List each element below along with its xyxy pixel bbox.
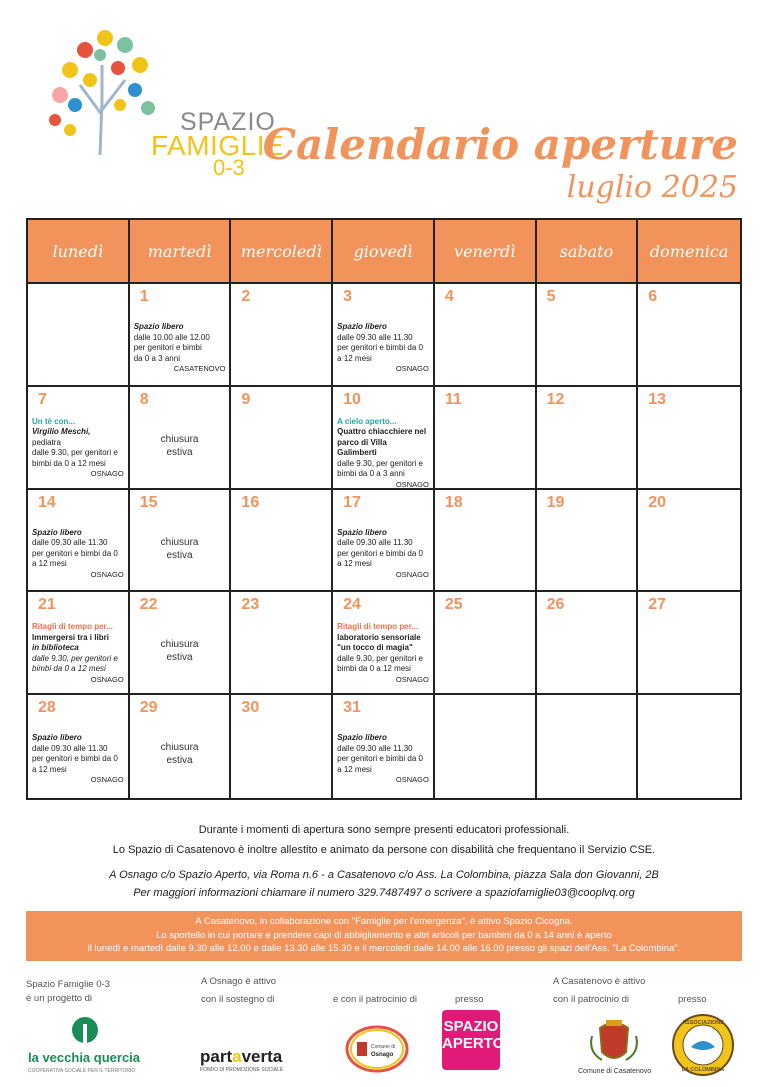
calendar-grid xyxy=(26,218,742,800)
event-block xyxy=(337,622,429,685)
day-number: 29 xyxy=(139,699,158,717)
event-location: OSNAGO xyxy=(90,775,124,785)
event-block xyxy=(32,622,124,685)
day-number: 30 xyxy=(241,699,260,717)
day-number: 11 xyxy=(444,390,462,408)
day-number: 17 xyxy=(343,493,361,511)
footer-project-line2: è un progetto di xyxy=(26,993,93,1004)
day-cell xyxy=(28,592,130,695)
event-detail-line: dalle 10.00 alle 12.00 xyxy=(133,332,210,342)
day-number: 26 xyxy=(546,596,565,614)
day-cell xyxy=(231,490,333,593)
event-title-line: "un tocco di magia" xyxy=(337,643,413,653)
event-block xyxy=(32,733,124,786)
event-detail-line: a 12 mesi xyxy=(32,559,67,569)
event-detail-line: a 12 mesi xyxy=(337,353,372,363)
logo-line-famiglie: FAMIGLIE xyxy=(151,130,285,161)
info-line-addresses: A Osnago c/o Spazio Aperto, via Roma n.6 - a Casatenovo c/o Ass. La Colombina, piazza Sala don Giovanni, 2B xyxy=(109,869,659,881)
day-cell xyxy=(130,695,232,798)
comune-osnago-logo xyxy=(345,1024,409,1074)
event-detail-line: a 12 mesi xyxy=(337,764,372,774)
day-cell xyxy=(28,695,130,798)
casatenovo-crest-icon xyxy=(578,1016,650,1066)
day-cell xyxy=(435,695,537,798)
event-detail-line: bimbi da 0 a 12 mesi xyxy=(337,664,411,674)
page-subtitle: luglio 2025 xyxy=(566,170,738,205)
event-block xyxy=(337,733,429,786)
event-detail-line: per genitori e bimbi da 0 xyxy=(337,343,423,352)
event-title-line: Quattro chiacchiere nel xyxy=(337,427,427,437)
banner-line-1: A Casatenovo, in collaborazione con "Famiglie per l'emergenza", è attivo Spazio Cicogna. xyxy=(195,916,573,927)
event-location: OSNAGO xyxy=(90,569,124,579)
osnago-name-text: Osnago xyxy=(371,1052,394,1058)
event-detail-line: dalle 09.30 alle 11.30 xyxy=(32,743,108,753)
day-number: 5 xyxy=(546,288,556,305)
day-number xyxy=(648,697,736,719)
event-location: OSNAGO xyxy=(395,479,429,489)
day-header-wednesday: mercoledì xyxy=(231,220,333,284)
info-line-educators: Durante i momenti di apertura sono sempre presenti educatori professionali. xyxy=(198,824,570,836)
day-cell xyxy=(638,695,740,798)
closed-notice xyxy=(130,433,230,459)
day-number: 21 xyxy=(38,596,56,614)
event-location: OSNAGO xyxy=(90,469,124,479)
closed-line: chiusura xyxy=(160,536,199,548)
pa-subtitle: FONDO DI PROMOZIONE SOCIALE xyxy=(200,1067,284,1073)
footer-project-line1: Spazio Famiglie 0-3 xyxy=(26,979,110,990)
closed-notice xyxy=(130,536,230,562)
event-detail-line: per genitori e bimbi xyxy=(133,343,202,352)
banner-line-3: il lunedì e martedì dalle 9.30 alle 12.00 e dalle 13.30 alle 15.30 e il mercoledì dalle 14.00 alle 16.00 presso gli spazi dell'Ass. "La Colombina". xyxy=(87,943,681,954)
event-detail-line: per genitori e bimbi da 0 xyxy=(337,548,423,558)
closed-notice xyxy=(130,638,230,664)
footer-casatenovo-line1: A Casatenovo è attivo xyxy=(553,976,646,987)
closed-line: chiusura xyxy=(160,742,199,754)
page-title: Calendario aperture xyxy=(262,120,738,169)
event-title: Spazio libero xyxy=(133,322,184,331)
closed-line: chiusura xyxy=(160,433,199,445)
day-number: 23 xyxy=(241,596,260,614)
day-cell xyxy=(537,592,639,695)
day-cell xyxy=(537,387,639,490)
day-header-saturday: sabato xyxy=(537,220,639,284)
day-cell xyxy=(638,592,740,695)
footer-presso-label-2: presso xyxy=(678,994,707,1005)
event-title-line: parco di Villa xyxy=(337,437,387,447)
closed-line: estiva xyxy=(166,549,193,561)
day-cell xyxy=(537,490,639,593)
closed-line: estiva xyxy=(166,755,193,767)
day-number xyxy=(445,697,531,719)
day-number: 18 xyxy=(444,493,463,511)
day-cell xyxy=(537,284,639,387)
day-cell xyxy=(435,490,537,593)
day-number: 22 xyxy=(139,596,158,614)
day-header-monday: lunedì xyxy=(28,220,130,284)
event-location: OSNAGO xyxy=(395,775,429,785)
event-title: Spazio libero xyxy=(337,322,387,331)
event-detail-line: per genitori e bimbi da 0 xyxy=(337,754,423,764)
day-cell xyxy=(333,490,435,593)
event-detail-line: dalle 9.30, per genitori e xyxy=(337,653,423,663)
la-colombina-logo xyxy=(671,1013,735,1077)
closed-line: estiva xyxy=(166,652,193,664)
event-block xyxy=(32,528,124,581)
event-tag: Ritagli di tempo per... xyxy=(32,622,113,632)
event-block xyxy=(337,528,429,581)
tree-hands-icon xyxy=(30,20,170,160)
osnago-small-text: Comune di xyxy=(371,1044,396,1050)
event-location: OSNAGO xyxy=(395,569,429,579)
day-cell xyxy=(333,592,435,695)
event-title-line: Galimberti xyxy=(337,448,377,458)
day-number: 9 xyxy=(241,390,251,408)
day-cell xyxy=(333,284,435,387)
event-title: Spazio libero xyxy=(337,527,387,537)
day-cell xyxy=(231,284,333,387)
event-detail-line: a 12 mesi xyxy=(337,559,372,569)
event-tag: Ritagli di tempo per... xyxy=(337,622,419,632)
day-cell xyxy=(231,387,333,490)
footer-casatenovo-label xyxy=(553,975,645,1007)
closed-line: estiva xyxy=(166,446,193,458)
day-cell xyxy=(130,490,232,593)
event-detail-line: dalle 09.30 alle 11.30 xyxy=(337,332,413,342)
day-header-sunday: domenica xyxy=(638,220,740,284)
day-number: 16 xyxy=(241,493,260,511)
day-number: 7 xyxy=(38,390,47,408)
logo-line-spazio: SPAZIO xyxy=(180,108,276,136)
day-cell xyxy=(435,284,537,387)
footer-patronage-label: e con il patrocinio di xyxy=(333,994,417,1005)
day-number: 2 xyxy=(241,288,251,305)
event-block xyxy=(337,417,429,490)
event-detail-line: dalle 9.30, per genitori e xyxy=(337,458,423,468)
footer-osnago-line1: A Osnago è attivo xyxy=(201,976,276,987)
closed-notice xyxy=(130,741,230,767)
pa-text-a: a xyxy=(232,1047,242,1066)
day-cell xyxy=(638,387,740,490)
banner-line-2: Lo sportello in cui portare e prendere capi di abbigliamento e altri articoli per bambini da 0 a 14 anni è aperto xyxy=(156,929,612,941)
event-host: Virgilio Meschi, xyxy=(32,427,91,437)
event-host: in biblioteca xyxy=(32,643,79,653)
day-cell xyxy=(435,592,537,695)
event-detail-line: dalle 09.30 alle 11.30 xyxy=(337,743,413,753)
day-number: 12 xyxy=(546,390,565,408)
sa-line-1: SPAZIO xyxy=(443,1018,499,1035)
day-number: 19 xyxy=(546,493,565,511)
footer-osnago-line2: con il sostegno di xyxy=(201,994,275,1005)
casatenovo-name: Comune di Casatenovo xyxy=(578,1068,652,1075)
colombina-bottom-text: LA COLOMBINA xyxy=(681,1067,725,1073)
day-cell xyxy=(231,695,333,798)
event-title: Spazio libero xyxy=(32,733,82,743)
event-detail-line: bimbi da 0 a 12 mesi xyxy=(32,458,106,468)
day-number: 20 xyxy=(648,493,667,511)
event-location: OSNAGO xyxy=(395,364,429,373)
day-number: 13 xyxy=(648,390,667,408)
event-tag: Un tè con... xyxy=(32,416,76,426)
spazio-aperto-logo xyxy=(442,1010,505,1070)
event-detail-line: a 12 mesi xyxy=(32,764,67,774)
day-number: 8 xyxy=(139,390,149,408)
day-cell xyxy=(435,387,537,490)
logo-line-age: 0-3 xyxy=(213,155,245,180)
event-location: OSNAGO xyxy=(395,674,429,684)
la-vecchia-quercia-logo xyxy=(28,1016,148,1080)
day-cell xyxy=(333,387,435,490)
day-header-tuesday: martedì xyxy=(130,220,232,284)
pa-text-1: part xyxy=(200,1047,233,1066)
colombina-top-text: ASSOCIAZIONE xyxy=(682,1020,724,1026)
day-number: 15 xyxy=(139,493,158,511)
day-cell xyxy=(130,387,232,490)
day-cell xyxy=(28,490,130,593)
event-detail-line: dalle 09.30 alle 11.30 xyxy=(337,538,413,548)
day-number: 24 xyxy=(343,596,361,614)
oak-tree-icon xyxy=(70,1016,100,1050)
osnago-crest-icon xyxy=(345,1024,409,1074)
day-cell xyxy=(28,387,130,490)
day-cell xyxy=(333,695,435,798)
day-number: 6 xyxy=(648,288,658,305)
info-line-cse: Lo Spazio di Casatenovo è inoltre allestito e animato da persone con disabilità che frequentano il Servizio CSE. xyxy=(112,844,656,856)
day-cell xyxy=(231,592,333,695)
event-detail-line: bimbi da 0 a 12 mesi xyxy=(32,664,106,674)
day-number: 4 xyxy=(444,288,454,305)
event-block xyxy=(32,417,124,480)
lvq-subtitle: COOPERATIVA SOCIALE PER IL TERRITORIO xyxy=(28,1068,136,1074)
event-detail-line: per genitori e bimbi da 0 xyxy=(32,754,118,764)
day-number: 1 xyxy=(139,288,149,305)
event-tag: A cielo aperto... xyxy=(337,416,397,426)
event-detail-line: per genitori e bimbi da 0 xyxy=(32,548,118,558)
day-cell xyxy=(28,284,130,387)
event-detail-line: dalle 09.30 alle 11.30 xyxy=(32,538,108,548)
event-block xyxy=(134,322,226,375)
colombina-emblem-icon xyxy=(671,1013,735,1077)
event-block xyxy=(337,322,429,375)
portaperta-logo xyxy=(200,1047,282,1067)
spazio-cicogna-banner xyxy=(26,911,742,961)
info-line-contacts: Per maggiori informazioni chiamare il numero 329.7487497 o scrivere a spaziofamiglie03@cooplvq.org xyxy=(133,887,635,899)
day-header-thursday: giovedì xyxy=(333,220,435,284)
day-number xyxy=(38,286,124,308)
day-number: 31 xyxy=(343,699,361,717)
event-title-line: laboratorio sensoriale xyxy=(337,632,421,642)
day-cell xyxy=(638,284,740,387)
day-number: 28 xyxy=(38,699,56,717)
lvq-name: la vecchia quercia xyxy=(28,1050,141,1065)
event-title: Spazio libero xyxy=(337,733,387,743)
day-header-friday: venerdì xyxy=(435,220,537,284)
day-cell xyxy=(130,592,232,695)
spazio-famiglie-logo xyxy=(30,20,285,180)
day-cell xyxy=(537,695,639,798)
event-detail-line: bimbi da 0 a 3 anni xyxy=(337,469,405,479)
footer-osnago-label xyxy=(201,975,276,1007)
day-cell xyxy=(130,284,232,387)
footer-project-label xyxy=(26,978,110,1006)
comune-casatenovo-logo xyxy=(578,1016,650,1080)
event-title-line: Immergersi tra i libri xyxy=(32,632,109,642)
day-number xyxy=(547,697,633,719)
day-cell xyxy=(638,490,740,593)
event-detail-line: da 0 a 3 anni xyxy=(133,353,180,363)
event-location: OSNAGO xyxy=(90,674,124,684)
day-number: 27 xyxy=(648,596,667,614)
event-title: Spazio libero xyxy=(32,527,82,537)
event-detail-line: dalle 9.30, per genitori e xyxy=(32,448,118,458)
day-number: 10 xyxy=(343,390,361,408)
pa-text-2: verta xyxy=(241,1047,283,1066)
footer-presso-label-1: presso xyxy=(455,994,484,1005)
day-number: 3 xyxy=(343,288,353,305)
event-location: CASATENOVO xyxy=(173,364,226,373)
footer-casatenovo-line2: con il patrocinio di xyxy=(553,994,630,1005)
day-number: 25 xyxy=(444,596,463,614)
event-detail-line: pediatra xyxy=(32,437,61,447)
day-number: 14 xyxy=(38,493,56,511)
event-detail-line: dalle 9.30, per genitori e xyxy=(32,653,118,663)
sa-line-2: APERTO xyxy=(442,1035,505,1052)
closed-line: chiusura xyxy=(160,639,199,651)
